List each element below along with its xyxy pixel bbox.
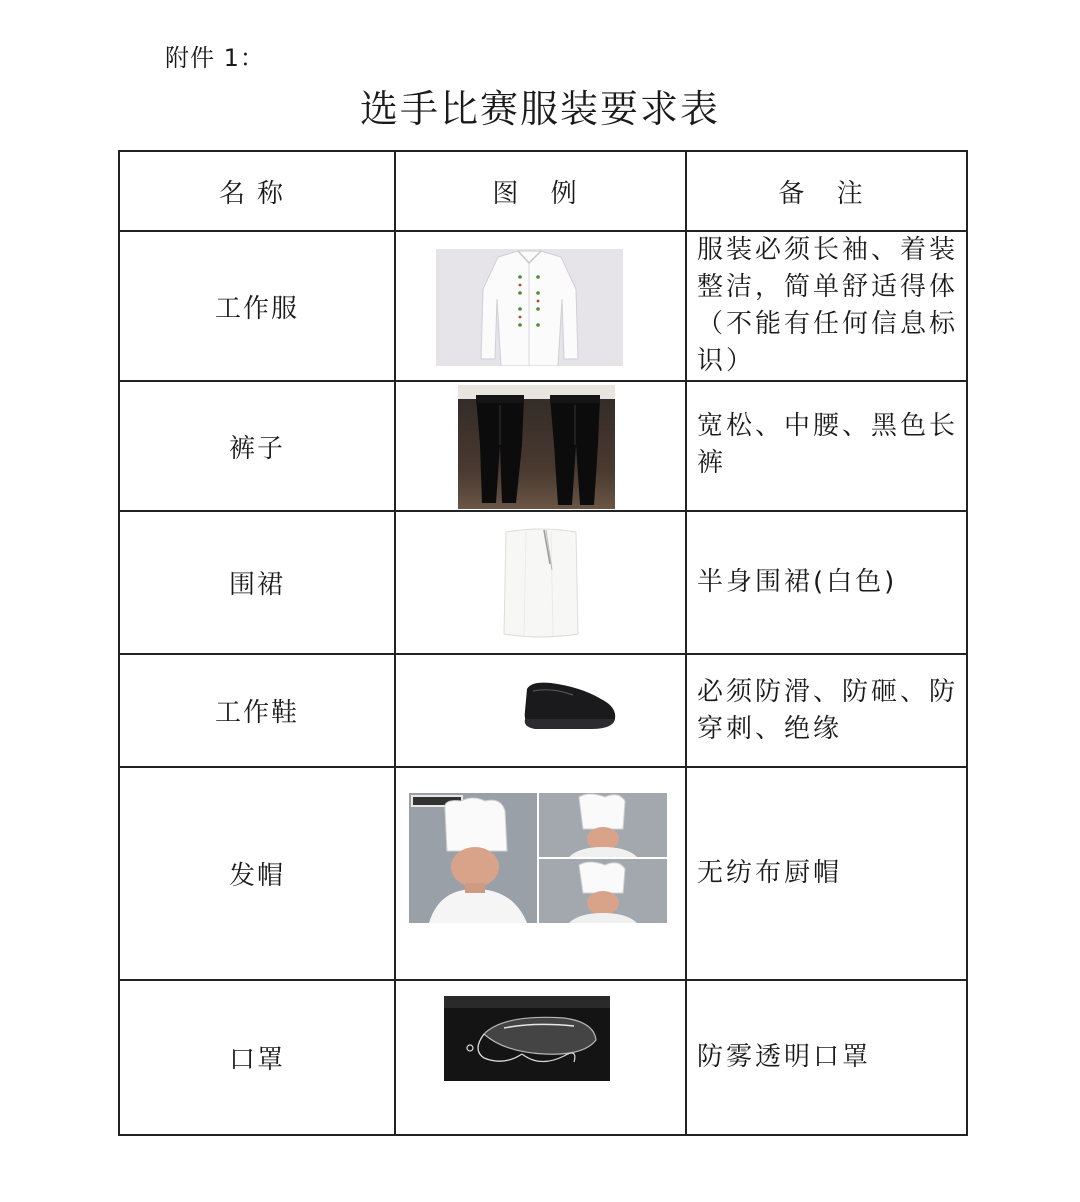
item-name: 发帽 (119, 767, 395, 980)
clothing-requirements-table (118, 150, 968, 1136)
item-remark: 必须防滑、防砸、防穿刺、绝缘 (686, 654, 967, 767)
black-shoe-image (521, 677, 621, 733)
chef-jacket-image (436, 249, 623, 366)
table-row (119, 767, 967, 980)
item-image-cell (395, 231, 686, 381)
table-row (119, 980, 967, 1135)
table-row (119, 654, 967, 767)
item-remark: 服装必须长袖、着装整洁，简单舒适得体（不能有任何信息标识） (686, 231, 967, 381)
document-title: 选手比赛服装要求表 (359, 87, 720, 131)
black-pants-image (458, 385, 615, 509)
item-name: 围裙 (119, 511, 395, 654)
item-name: 工作鞋 (119, 654, 395, 767)
table-header-row (119, 151, 967, 231)
item-image-cell (395, 654, 686, 767)
clear-mask-image (444, 996, 610, 1081)
attachment-label: 附件 1： (165, 44, 265, 72)
chef-hat-image (409, 793, 667, 923)
table-row (119, 511, 967, 654)
header-name: 名称 (119, 151, 395, 231)
white-apron-image (496, 524, 586, 642)
table-row (119, 231, 967, 381)
header-illustration: 图 例 (395, 151, 686, 231)
item-image-cell (395, 511, 686, 654)
header-remarks: 备 注 (686, 151, 967, 231)
item-name: 口罩 (119, 980, 395, 1135)
item-remark: 宽松、中腰、黑色长裤 (686, 381, 967, 511)
item-name: 裤子 (119, 381, 395, 511)
item-remark: 无纺布厨帽 (686, 767, 967, 980)
item-image-cell (395, 381, 686, 511)
table-row (119, 381, 967, 511)
item-image-cell (395, 767, 686, 980)
item-remark: 半身围裙(白色) (686, 511, 967, 654)
item-remark: 防雾透明口罩 (686, 980, 967, 1135)
item-name: 工作服 (119, 231, 395, 381)
item-image-cell (395, 980, 686, 1135)
